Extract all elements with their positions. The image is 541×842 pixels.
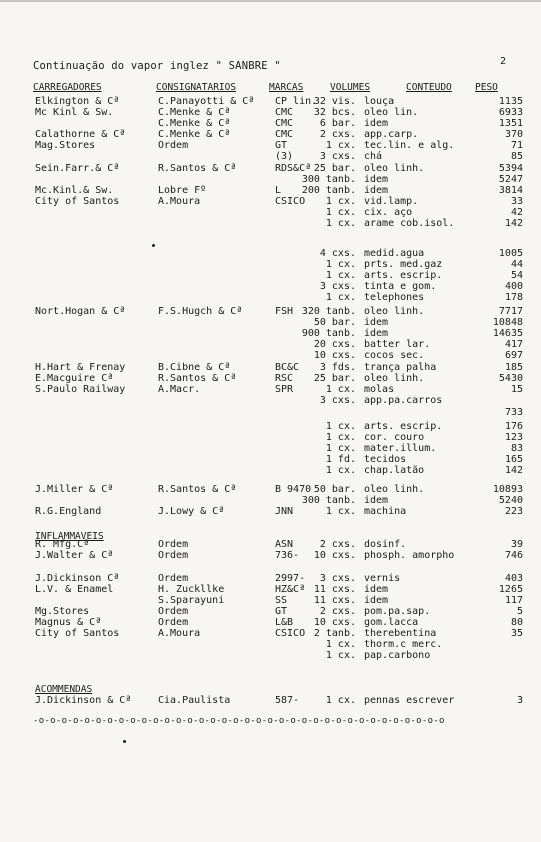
weight-cell: 33 [510,196,523,207]
table-row [0,432,541,443]
weight-cell: 80 [510,617,523,628]
content-cell: idem [364,595,389,606]
col-header-weight: PESO [475,82,498,93]
volumes-cell: 1 cx. [325,270,356,281]
weight-cell: 5394 [498,163,523,174]
scan-edge [0,0,541,2]
table-row [0,292,541,303]
shipper-cell: J.Dickinson & Cª [35,695,132,706]
weight-cell: 117 [504,595,523,606]
volumes-cell: 6 bar. [319,118,356,129]
weight-cell: 697 [504,350,523,361]
volumes-cell: 320 tanb. [301,306,356,317]
marks-cell: CMC [275,107,294,118]
volumes-cell: 1 cx. [325,695,356,706]
table-row [0,196,541,207]
marks-cell: CSICO [275,196,306,207]
volumes-cell: 2 cxs. [319,539,356,550]
content-cell: app.carp. [364,129,419,140]
weight-cell: 1135 [498,96,523,107]
table-row [0,421,541,432]
content-cell: idem [364,328,389,339]
weight-cell: 1005 [498,248,523,259]
weight-cell: 185 [504,362,523,373]
content-cell: cix. aço [364,207,413,218]
content-cell: trança palha [364,362,437,373]
table-row [0,107,541,118]
weight-cell: 39 [510,539,523,550]
table-row [0,328,541,339]
content-cell: chap.latão [364,465,425,476]
content-cell: oleo linh. [364,373,425,384]
volumes-cell: 20 cxs. [313,339,356,350]
weight-cell: 178 [504,292,523,303]
shipper-cell: Mag.Stores [35,140,96,151]
volumes-cell: 1 cx. [325,384,356,395]
weight-cell: 5 [516,606,523,617]
weight-cell: 176 [504,421,523,432]
table-row [0,695,541,706]
marks-cell: (3) [275,151,294,162]
volumes-cell: 32 bcs. [313,107,356,118]
volumes-cell: 1 cx. [325,218,356,229]
weight-cell: 1265 [498,584,523,595]
volumes-cell: 300 tanb. [301,495,356,506]
volumes-cell: 50 bar. [313,317,356,328]
table-row [0,539,541,550]
consignee-cell: R.Santos & Cª [158,484,237,495]
weight-cell: 223 [504,506,523,517]
table-row [0,595,541,606]
marks-cell: GT [275,140,288,151]
shipper-cell: City of Santos [35,196,120,207]
volumes-cell: 4 cxs. [319,248,356,259]
table-row [0,185,541,196]
table-row [0,506,541,517]
volumes-cell: 32 vis. [313,96,356,107]
table-row [0,163,541,174]
consignee-cell: C.Menke & Cª [158,129,231,140]
table-row [0,248,541,259]
content-cell: thorm.c merc. [364,639,443,650]
weight-cell: 71 [510,140,523,151]
consignee-cell: Ordem [158,573,189,584]
content-cell: idem [364,174,389,185]
volumes-cell: 10 cxs. [313,550,356,561]
col-header-volumes: VOLUMES [330,82,371,93]
weight-cell: 5247 [498,174,523,185]
weight-cell: 403 [504,573,523,584]
marks-cell: CMC [275,129,294,140]
shipper-cell: Calathorne & Cª [35,129,126,140]
section-parcels-title: ACOMMENDAS [35,684,93,695]
weight-cell: 44 [510,259,523,270]
consignee-cell: R.Santos & Cª [158,163,237,174]
shipper-cell: Sein.Farr.& Cª [35,163,120,174]
volumes-cell: 2 cxs. [319,606,356,617]
content-cell: medid.agua [364,248,425,259]
separator-line: -o-o-o-o-o-o-o-o-o-o-o-o-o-o-o-o-o-o-o-o-o-o-o-o-o-o-o-o-o-o-o-o-o-o-o-o [33,716,445,726]
content-cell: oleo linh. [364,306,425,317]
content-cell: cocos sec. [364,350,425,361]
table-row [0,573,541,584]
shipper-cell: J.Dickinson Cª [35,573,120,584]
marks-cell: RDS&Cª [275,163,312,174]
consignee-cell: C.Menke & Cª [158,118,231,129]
consignee-cell: H. Zuckllke [158,584,225,595]
table-row [0,395,541,406]
volumes-cell: 11 cxs. [313,584,356,595]
shipper-cell: S.Paulo Railway [35,384,126,395]
weight-cell: 370 [504,129,523,140]
weight-cell: 35 [510,628,523,639]
shipper-cell: Nort.Hogan & Cª [35,306,126,317]
shipper-cell: Mc.Kinl.& Sw. [35,185,114,196]
weight-cell: 10848 [492,317,523,328]
shipper-cell: Magnus & Cª [35,617,102,628]
table-row [0,207,541,218]
shipper-cell: E.Macguire Cª [35,373,114,384]
marks-cell: 2997- [275,573,306,584]
shipper-cell: H.Hart & Frenay [35,362,126,373]
content-cell: molas [364,384,395,395]
table-row [0,118,541,129]
marks-cell: HZ&Cª [275,584,306,595]
col-header-marks: MARCAS [269,82,304,93]
marks-cell: FSH [275,306,294,317]
shipper-cell: L.V. & Enamel [35,584,114,595]
content-cell: idem [364,185,389,196]
content-cell: cor. couro [364,432,425,443]
content-cell: arame cob.isol. [364,218,455,229]
shipper-cell: City of Santos [35,628,120,639]
volumes-cell: 1 cx. [325,432,356,443]
volumes-cell: 11 cxs. [313,595,356,606]
table-row [0,96,541,107]
table-row [0,350,541,361]
weight-cell: 6933 [498,107,523,118]
content-cell: dosinf. [364,539,407,550]
marks-cell: BC&C [275,362,300,373]
consignee-cell: C.Menke & Cª [158,107,231,118]
volumes-cell: 1 cx. [325,506,356,517]
table-row [0,259,541,270]
marks-cell: 587- [275,695,300,706]
volumes-cell: 300 tanb. [301,174,356,185]
table-row [0,550,541,561]
table-row [0,281,541,292]
weight-cell: 85 [510,151,523,162]
shipper-cell: Mg.Stores [35,606,90,617]
marks-cell: JNN [275,506,294,517]
volumes-cell: 10 cxs. [313,350,356,361]
weight-cell: 3 [516,695,523,706]
content-cell: oleo lin. [364,107,419,118]
shipper-cell: J.Miller & Cª [35,484,114,495]
weight-cell: 42 [510,207,523,218]
marks-cell: SPR [275,384,294,395]
table-row [0,384,541,395]
content-cell: machina [364,506,407,517]
volumes-cell: 2 tanb. [313,628,356,639]
marks-cell: L&B [275,617,294,628]
content-cell: prts. med.gaz [364,259,443,270]
volumes-cell: 2 cxs. [319,129,356,140]
table-row [0,407,541,418]
weight-cell: 165 [504,454,523,465]
table-row [0,373,541,384]
volumes-cell: 10 cxs. [313,617,356,628]
content-cell: therebentina [364,628,437,639]
table-row [0,339,541,350]
shipper-cell: R.G.England [35,506,102,517]
content-cell: vernis [364,573,401,584]
weight-cell: 15 [510,384,523,395]
table-row [0,129,541,140]
consignee-cell: J.Lowy & Cª [158,506,225,517]
marks-cell: RSC [275,373,294,384]
marks-cell: B 9470 [275,484,312,495]
content-cell: telephones [364,292,425,303]
table-row [0,639,541,650]
table-row [0,606,541,617]
content-cell: mater.illum. [364,443,437,454]
document-heading: Continuação do vapor inglez " SANBRE " [33,60,281,72]
marks-cell: GT [275,606,288,617]
volumes-cell: 900 tanb. [301,328,356,339]
weight-cell: 142 [504,465,523,476]
volumes-cell: 1 cx. [325,639,356,650]
table-row [0,443,541,454]
consignee-cell: Ordem [158,606,189,617]
content-cell: chá [364,151,383,162]
marks-cell: ASN [275,539,294,550]
volumes-cell: 1 cx. [325,259,356,270]
marks-cell: CP lin. [275,96,318,107]
marks-cell: L [275,185,282,196]
weight-cell: 123 [504,432,523,443]
weight-cell: 14635 [492,328,523,339]
col-header-content: CONTEUDO [406,82,452,93]
consignee-cell: B.Cibne & Cª [158,362,231,373]
volumes-cell: 1 fd. [325,454,356,465]
volumes-cell: 3 cxs. [319,395,356,406]
table-row [0,306,541,317]
volumes-cell: 25 bar. [313,373,356,384]
consignee-cell: S.Sparayuni [158,595,225,606]
content-cell: arts. escrip. [364,270,443,281]
table-row [0,140,541,151]
col-header-consignee: CONSIGNATARIOS [156,82,237,93]
table-row [0,584,541,595]
volumes-cell: 1 cx. [325,196,356,207]
volumes-cell: 3 cxs. [319,573,356,584]
weight-cell: 54 [510,270,523,281]
table-row [0,362,541,373]
weight-cell: 400 [504,281,523,292]
content-cell: vid.lamp. [364,196,419,207]
weight-cell: 5430 [498,373,523,384]
weight-cell: 746 [504,550,523,561]
consignee-cell: Ordem [158,140,189,151]
consignee-cell: A.Macr. [158,384,201,395]
section-inflammable-title: INFLAMMAVEIS [35,531,104,542]
table-row [0,317,541,328]
volumes-cell: 1 cx. [325,650,356,661]
content-cell: pap.carbono [364,650,431,661]
marks-cell: CMC [275,118,294,129]
content-cell: idem [364,495,389,506]
weight-cell: 417 [504,339,523,350]
marks-cell: CSICO [275,628,306,639]
weight-cell: 83 [510,443,523,454]
content-cell: tec.lin. e alg. [364,140,455,151]
page-number: 2 [500,56,507,67]
content-cell: arts. escrip. [364,421,443,432]
table-row [0,465,541,476]
volumes-cell: 50 bar. [313,484,356,495]
col-header-shipper: CARREGADORES [33,82,102,93]
weight-cell: 1351 [498,118,523,129]
content-cell: oleo linh. [364,163,425,174]
table-row [0,495,541,506]
weight-cell: 5240 [498,495,523,506]
shipper-cell: R. Mfg.Cª [35,539,90,550]
table-row [0,218,541,229]
consignee-cell: F.S.Hugch & Cª [158,306,243,317]
volumes-cell: 1 cx. [325,443,356,454]
volumes-cell: 1 cx. [325,292,356,303]
weight-cell: 3814 [498,185,523,196]
ink-dot [152,244,155,247]
volumes-cell: 1 cx. [325,140,356,151]
content-cell: tinta e gom. [364,281,437,292]
consignee-cell: Ordem [158,539,189,550]
weight-cell: 142 [504,218,523,229]
table-row [0,270,541,281]
consignee-cell: R.Santos & Cª [158,373,237,384]
content-cell: idem [364,317,389,328]
volumes-cell: 3 fds. [319,362,356,373]
table-row [0,454,541,465]
volumes-cell: 25 bar. [313,163,356,174]
weight-cell: 10893 [492,484,523,495]
table-row [0,174,541,185]
weight-cell: 7717 [498,306,523,317]
consignee-cell: Ordem [158,550,189,561]
weight-cell: 733 [504,407,523,418]
table-row [0,151,541,162]
marks-cell: 736- [275,550,300,561]
shipper-cell: Mc Kinl & Sw. [35,107,114,118]
consignee-cell: Lobre Fº [158,185,207,196]
volumes-cell: 1 cx. [325,421,356,432]
table-row [0,650,541,661]
ink-dot [123,740,126,743]
content-cell: louça [364,96,395,107]
table-row [0,484,541,495]
content-cell: app.pa.carros [364,395,443,406]
content-cell: batter lar. [364,339,431,350]
volumes-cell: 3 cxs. [319,281,356,292]
shipper-cell: J.Walter & Cª [35,550,114,561]
table-row [0,628,541,639]
volumes-cell: 1 cx. [325,465,356,476]
consignee-cell: Cia.Paulista [158,695,231,706]
content-cell: idem [364,584,389,595]
shipper-cell: Elkington & Cª [35,96,120,107]
content-cell: pennas escrever [364,695,455,706]
consignee-cell: A.Moura [158,196,201,207]
consignee-cell: C.Panayotti & Cª [158,96,255,107]
content-cell: oleo linh. [364,484,425,495]
content-cell: phosph. amorpho [364,550,455,561]
consignee-cell: A.Moura [158,628,201,639]
content-cell: gom.lacca [364,617,419,628]
marks-cell: SS [275,595,288,606]
volumes-cell: 200 tanb. [301,185,356,196]
volumes-cell: 3 cxs. [319,151,356,162]
consignee-cell: Ordem [158,617,189,628]
content-cell: tecidos [364,454,407,465]
content-cell: idem [364,118,389,129]
content-cell: pom.pa.sap. [364,606,431,617]
volumes-cell: 1 cx. [325,207,356,218]
table-row [0,617,541,628]
